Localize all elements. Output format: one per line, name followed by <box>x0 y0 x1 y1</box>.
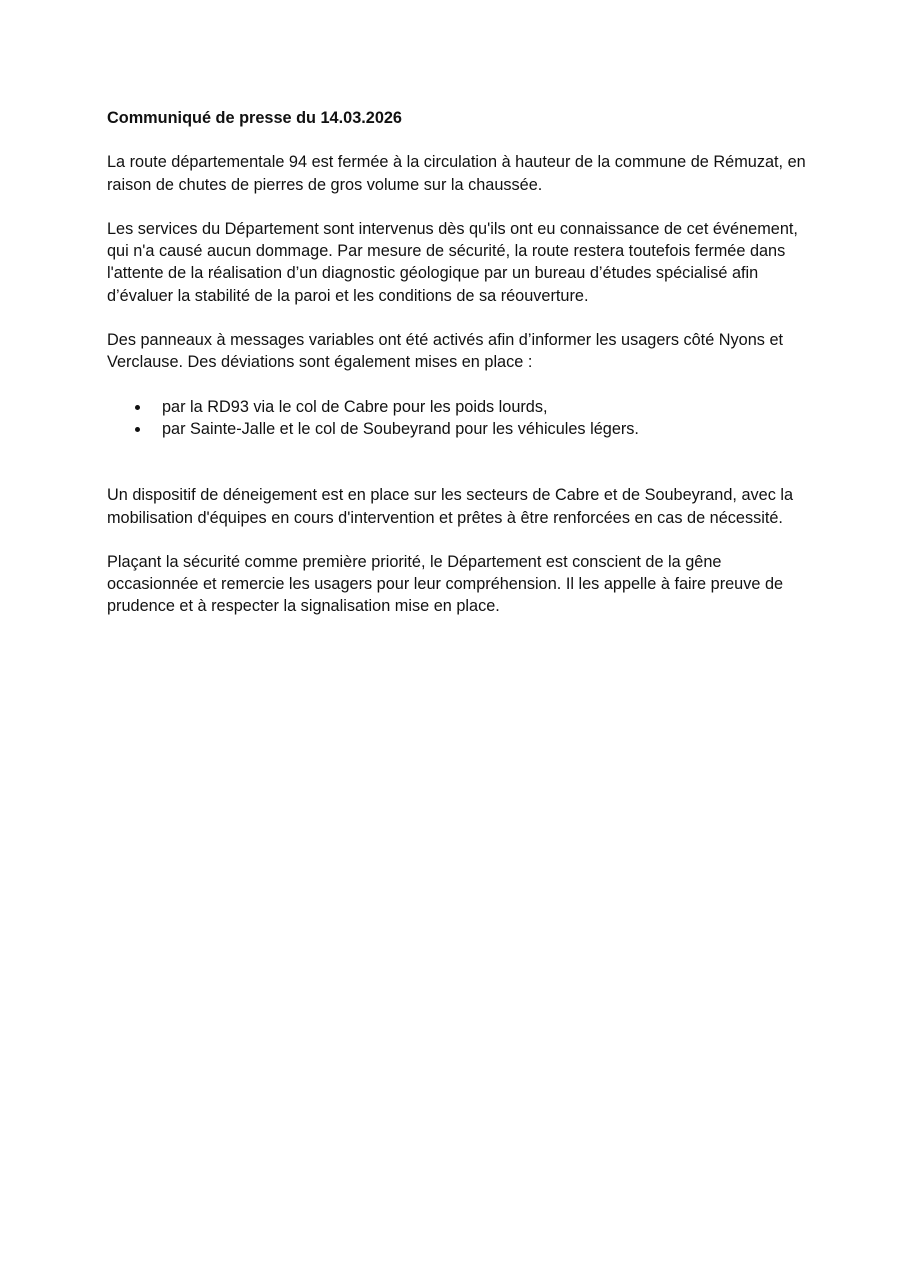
paragraph-intervention: Les services du Département sont intervenus dès qu'ils ont eu connaissance de cet événement, qui n'a causé aucun dommage. Par mesure de sécurité, la route restera toutefois fermée dans l'attente de la réalisation d’un diagnostic géologique par un bureau d’études spécialisé afin d’évaluer la stabilité de la paroi et les conditions de sa réouverture. <box>107 219 798 305</box>
document-body <box>107 107 807 640</box>
detour-heavy-vehicles: par la RD93 via le col de Cabre pour les poids lourds, <box>162 397 548 416</box>
detour-light-vehicles: par Sainte-Jalle et le col de Soubeyrand pour les véhicules légers. <box>162 419 639 438</box>
list-item <box>107 396 807 418</box>
paragraph-safety: Plaçant la sécurité comme première priorité, le Département est conscient de la gêne occasionnée et remercie les usagers pour leur compréhension. Il les appelle à faire preuve de prudence et à respecter la signalisation mise en place. <box>107 552 784 616</box>
bullet-icon <box>135 405 140 410</box>
list-item <box>107 418 807 440</box>
paragraph-signage: Des panneaux à messages variables ont été activés afin d’informer les usagers côté Nyons et Verclause. Des déviations sont également mises en place : <box>107 330 784 372</box>
bullet-icon <box>135 427 140 432</box>
paragraph-snow-clearing: Un dispositif de déneigement est en place sur les secteurs de Cabre et de Soubeyrand, avec la mobilisation d'équipes en cours d'intervention et prêtes à être renforcées en cas de nécessité. <box>107 486 794 527</box>
detour-list <box>107 396 807 440</box>
press-release-title: Communiqué de presse du 14.03.2026 <box>107 109 402 127</box>
paragraph-road-closure: La route départementale 94 est fermée à la circulation à hauteur de la commune de Rémuzat, en raison de chutes de pierres de gros volume sur la chaussée. <box>107 153 806 194</box>
